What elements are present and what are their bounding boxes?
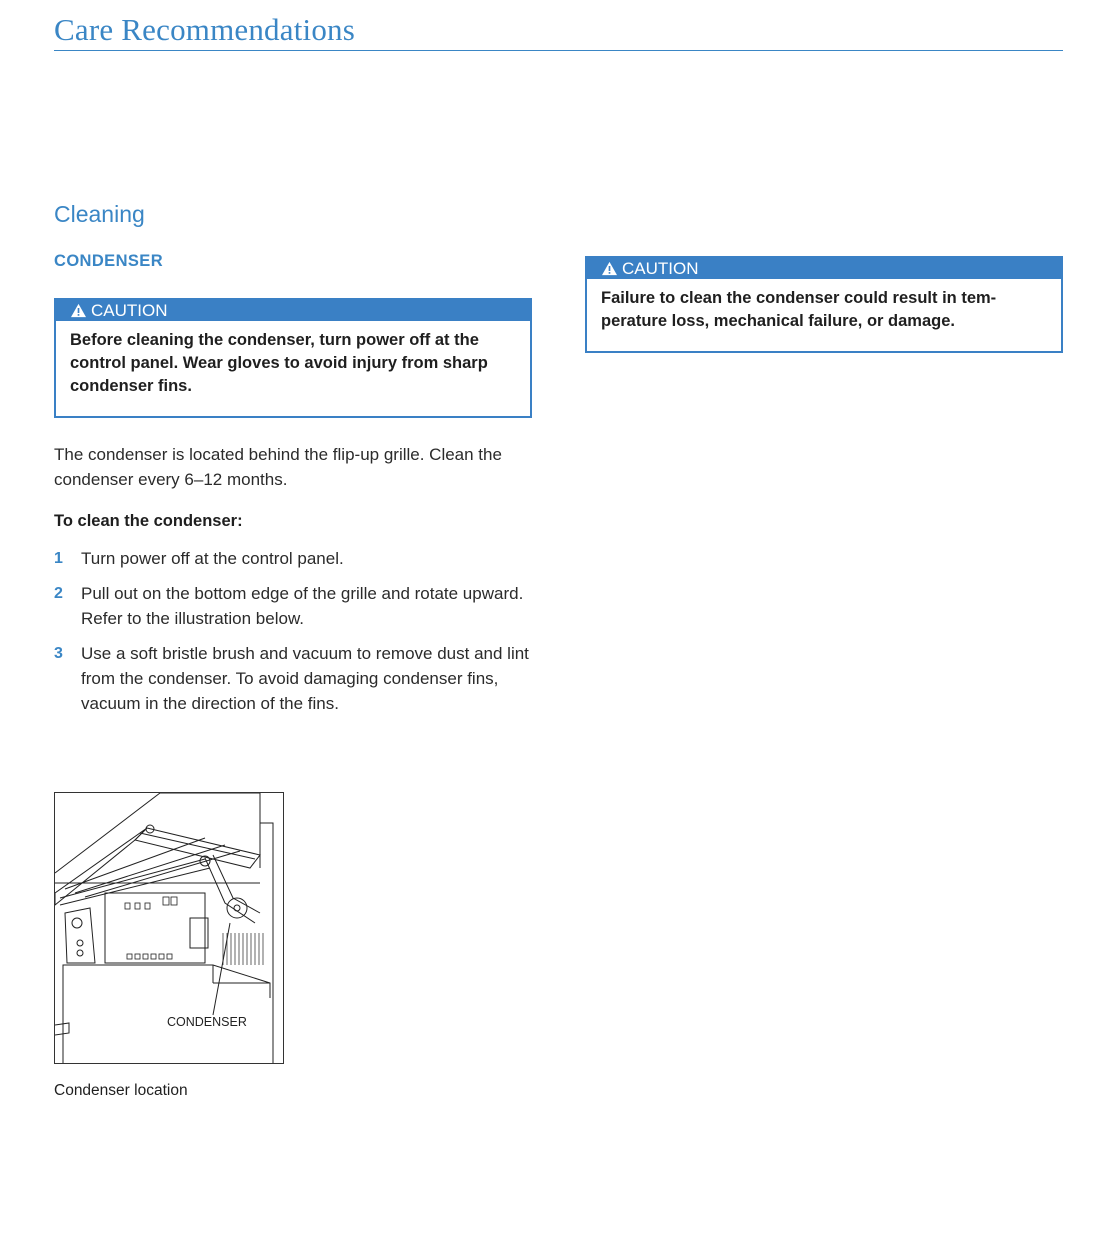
caution-message: Failure to clean the condenser could result in tem-perature loss, mechanical failure, or damage. — [601, 289, 997, 330]
figure-caption: Condenser location — [54, 1082, 188, 1099]
caution-box-power — [54, 298, 532, 418]
steps-list — [54, 546, 554, 726]
page-title: Care Recommendations — [54, 12, 355, 47]
step-number: 1 — [54, 550, 63, 567]
step-text: Pull out on the bottom edge of the grille and rotate upward. Refer to the illustration below. — [81, 584, 524, 628]
caution-label: CAUTION — [91, 300, 168, 320]
step-item — [54, 546, 554, 571]
step-number: 3 — [54, 645, 63, 662]
step-text: Use a soft bristle brush and vacuum to remove dust and lint from the condenser. To avoid damaging condenser fins, vacuum in the direction of the fins. — [81, 644, 529, 713]
condenser-illustration — [54, 792, 284, 1064]
step-text: Turn power off at the control panel. — [81, 549, 344, 568]
caution-header — [587, 258, 1061, 279]
warning-triangle-icon — [70, 303, 87, 318]
section-heading: Cleaning — [54, 201, 145, 227]
intro-paragraph: The condenser is located behind the flip-up grille. Clean the condenser every 6–12 months. — [54, 445, 502, 489]
caution-message: Before cleaning the condenser, turn power off at the control panel. Wear gloves to avoid injury from sharp condenser fins. — [70, 331, 488, 395]
condenser-callout-label: CONDENSER — [167, 1015, 247, 1029]
caution-label: CAUTION — [622, 258, 699, 278]
step-number: 2 — [54, 585, 63, 602]
caution-header — [56, 300, 530, 321]
header-divider — [54, 50, 1063, 51]
step-item — [54, 641, 554, 716]
subsection-heading: CONDENSER — [54, 252, 164, 270]
caution-box-damage — [585, 256, 1063, 353]
step-item — [54, 581, 554, 631]
warning-triangle-icon — [601, 261, 618, 276]
steps-heading: To clean the condenser: — [54, 512, 243, 530]
